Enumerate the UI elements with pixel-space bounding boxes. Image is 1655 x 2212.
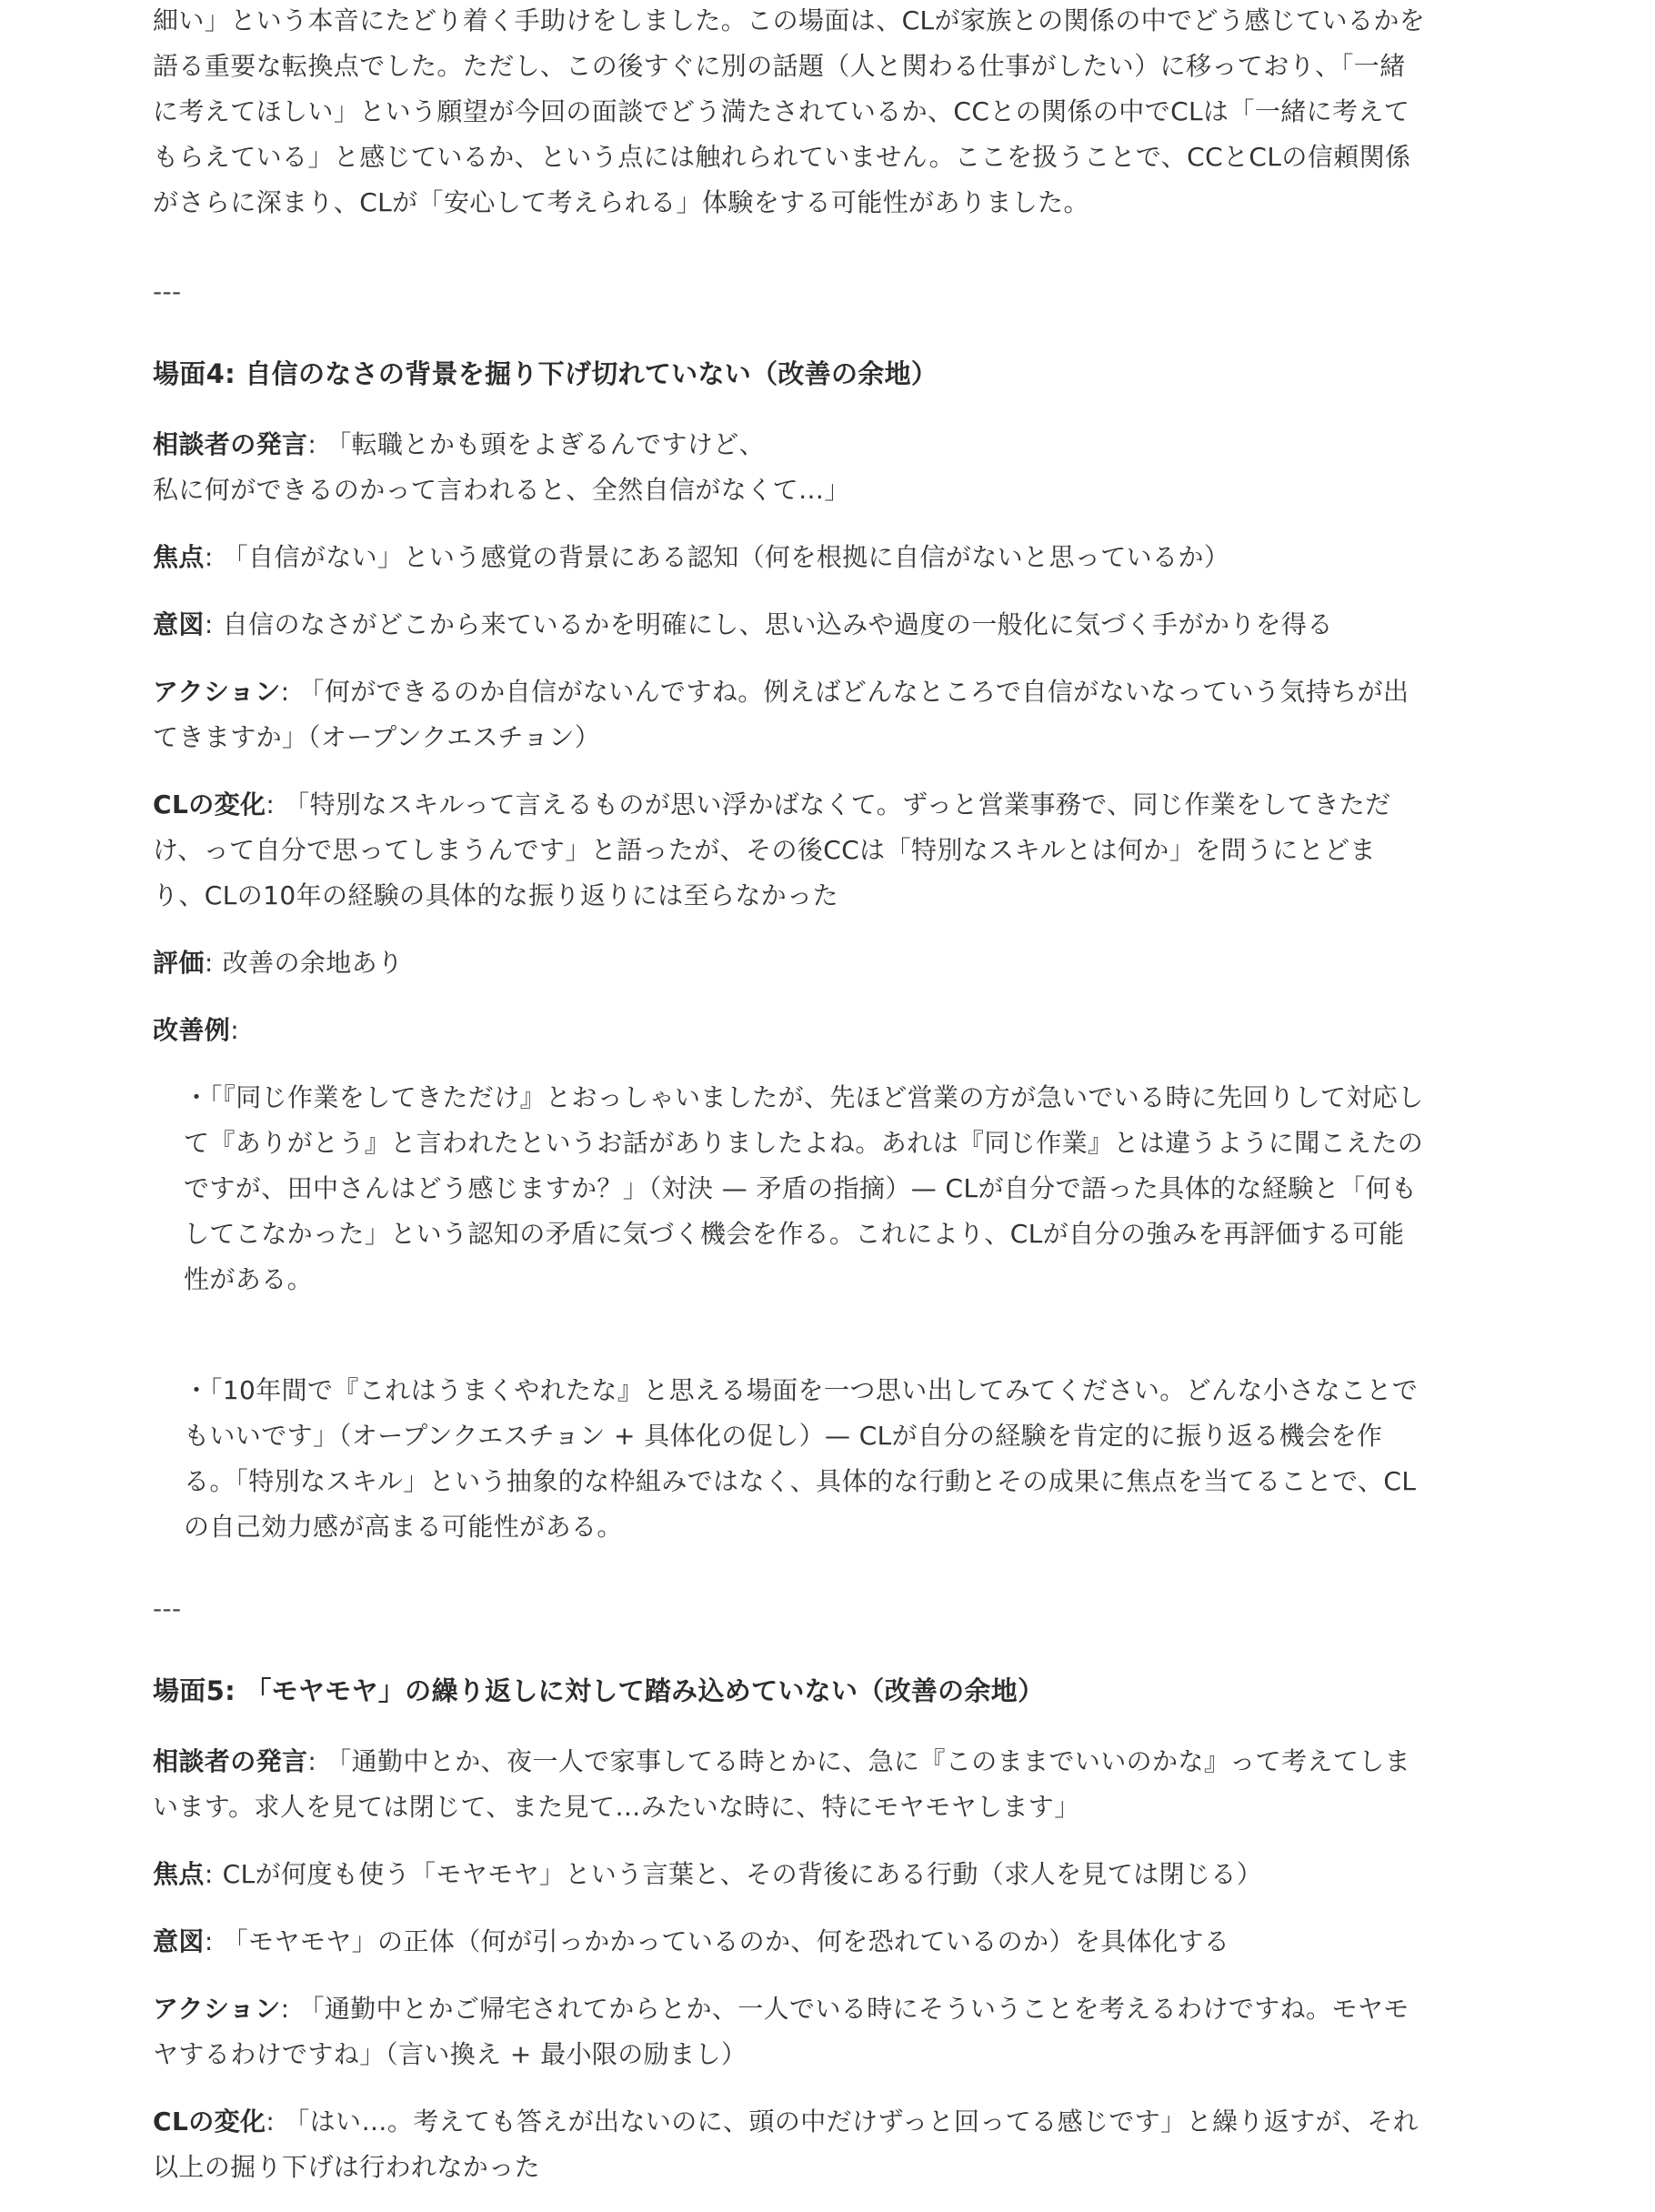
separator: --- [153, 276, 182, 307]
focus-text: CLが何度も使う「モヤモヤ」という言葉と、その背後にある行動（求人を見ては閉じる） [222, 1859, 1263, 1889]
scene-4-heading: 場面4: 自信のなさの背景を掘り下げ切れていない（改善の余地） [153, 358, 938, 389]
improvement-label: 改善例 [153, 1015, 231, 1045]
change-label: CLの変化 [153, 2106, 266, 2137]
improvement-item: ・「10年間で『これはうまくやれたな』と思える場面を一つ思い出してみてください。どんな小さなことでもいいです」（オープンクエスチョン + 具体化の促し）— CLが自分の経験を肯定的に振り返る機会を作る。「特別なスキル」という抽象的な枠組みではなく、具体的な行動とその成果に焦点を当てることで、CLの自己効力感が高まる可能性がある。 [184, 1375, 1419, 1542]
document-body [153, 0, 1426, 2212]
intro-paragraph: 細い」という本音にたどり着く手助けをしました。この場面は、CLが家族との関係の中でどう感じているかを語る重要な転換点でした。ただし、この後すぐに別の話題（人と関わる仕事がしたい）に移っており、「一緒に考えてほしい」という願望が今回の面談でどう満たされているか、CCとの関係の中でCLは「一緒に考えてもらえている」と感じているか、という点には触れられていません。ここを扱うことで、CCとCLの信頼関係がさらに深まり、CLが「安心して考えられる」体験をする可能性がありました。 [153, 5, 1426, 217]
change-text: 「特別なスキルって言えるものが思い浮かばなくて。ずっと営業事務で、同じ作業をしてきただけ、って自分で思ってしまうんです」と語ったが、その後CCは「特別なスキルとは何か」を問うにとどまり、CLの10年の経験の具体的な振り返りには至らなかった [153, 789, 1391, 910]
speech-line-1: 「転職とかも頭をよぎるんですけど、 [326, 429, 766, 459]
speech-label: 相談者の発言 [153, 429, 308, 459]
speech-line-2: 私に何ができるのかって言われると、全然自信がなくて…」 [153, 475, 850, 505]
separator: --- [153, 1594, 182, 1624]
evaluation-text: 改善の余地あり [222, 948, 404, 978]
scene-5-focus: 焦点: CLが何度も使う「モヤモヤ」という言葉と、その背後にある行動（求人を見ては閉じる） [153, 1859, 1263, 1889]
scene-4-evaluation: 評価: 改善の余地あり [153, 948, 404, 978]
scene-5-heading: 場面5: 「モヤモヤ」の繰り返しに対して踏み込めていない（改善の余地） [153, 1675, 1045, 1706]
scene-5-section [153, 1668, 1426, 2190]
action-text: 「何ができるのか自信がないんですね。例えばどんなところで自信がないなっていう気持ちが出てきますか」（オープンクエスチョン） [153, 677, 1409, 752]
action-label: アクション [153, 677, 281, 707]
improvement-item: ・「『同じ作業をしてきただけ』とおっしゃいましたが、先ほど営業の方が急いでいる時に先回りして対応して『ありがとう』と言われたというお話がありましたよね。あれは『同じ作業』とは違うように聞こえたのですが、田中さんはどう感じますか？」（対決 — 矛盾の指摘）— CLが自分で語った具体的な経験と「何もしてこなかった」という認知の矛盾に気づく機会を作る。これにより、CLが自分の強みを再評価する可能性がある。 [184, 1082, 1424, 1294]
scene-4-change: CLの変化: 「特別なスキルって言えるものが思い浮かばなくて。ずっと営業事務で、同じ作業をしてきただけ、って自分で思ってしまうんです」と語ったが、その後CCは「特別なスキルとは何か」を問うにとどまり、CLの10年の経験の具体的な振り返りには至らなかった [153, 789, 1391, 910]
scene-5-change: CLの変化: 「はい…。考えても答えが出ないのに、頭の中だけずっと回ってる感じです」と繰り返すが、それ以上の掘り下げは行われなかった [153, 2106, 1419, 2182]
intent-text: 「モヤモヤ」の正体（何が引っかかっているのか、何を恐れているのか）を具体化する [222, 1926, 1230, 1956]
evaluation-label: 評価 [153, 948, 205, 978]
intent-text: 自信のなさがどこから来ているかを明確にし、思い込みや過度の一般化に気づく手がかりを得る [222, 609, 1333, 639]
focus-text: 「自信がない」という感覚の背景にある認知（何を根拠に自信がないと思っているか） [222, 542, 1230, 572]
scene-4-speech: 相談者の発言: 「転職とかも頭をよぎるんですけど、 私に何ができるのかって言われると、全然自信がなくて…」 [153, 429, 850, 505]
focus-label: 焦点 [153, 542, 205, 572]
scene-4-section [153, 351, 1426, 1550]
scene-5-speech: 相談者の発言: 「通勤中とか、夜一人で家事してる時とかに、急に『このままでいいのかな』って考えてしまいます。求人を見ては閉じて、また見て…みたいな時に、特にモヤモヤします」 [153, 1746, 1411, 1822]
scene-5-action: アクション: 「通勤中とかご帰宅されてからとか、一人でいる時にそういうことを考えるわけですね。モヤモヤするわけですね」（言い換え + 最小限の励まし） [153, 1994, 1409, 2069]
focus-label: 焦点 [153, 1859, 205, 1889]
scene-5-intent: 意図: 「モヤモヤ」の正体（何が引っかかっているのか、何を恐れているのか）を具体化する [153, 1926, 1230, 1956]
change-label: CLの変化 [153, 789, 266, 819]
speech-label: 相談者の発言 [153, 1746, 308, 1776]
scene-4-action: アクション: 「何ができるのか自信がないんですね。例えばどんなところで自信がないなっていう気持ちが出てきますか」（オープンクエスチョン） [153, 677, 1409, 752]
scene-4-intent: 意図: 自信のなさがどこから来ているかを明確にし、思い込みや過度の一般化に気づく手がかりを得る [153, 609, 1333, 639]
change-text: 「はい…。考えても答えが出ないのに、頭の中だけずっと回ってる感じです」と繰り返すが、それ以上の掘り下げは行われなかった [153, 2106, 1419, 2182]
action-label: アクション [153, 1994, 281, 2024]
improvement-list [184, 1075, 1426, 1550]
intent-label: 意図 [153, 1926, 205, 1956]
scene-4-improvement-heading: 改善例: [153, 1015, 240, 1045]
scene-4-focus: 焦点: 「自信がない」という感覚の背景にある認知（何を根拠に自信がないと思っているか） [153, 542, 1230, 572]
intent-label: 意図 [153, 609, 205, 639]
action-text: 「通勤中とかご帰宅されてからとか、一人でいる時にそういうことを考えるわけですね。モヤモヤするわけですね」（言い換え + 最小限の励まし） [153, 1994, 1409, 2069]
speech-text: 「通勤中とか、夜一人で家事してる時とかに、急に『このままでいいのかな』って考えてしまいます。求人を見ては閉じて、また見て…みたいな時に、特にモヤモヤします」 [153, 1746, 1411, 1822]
